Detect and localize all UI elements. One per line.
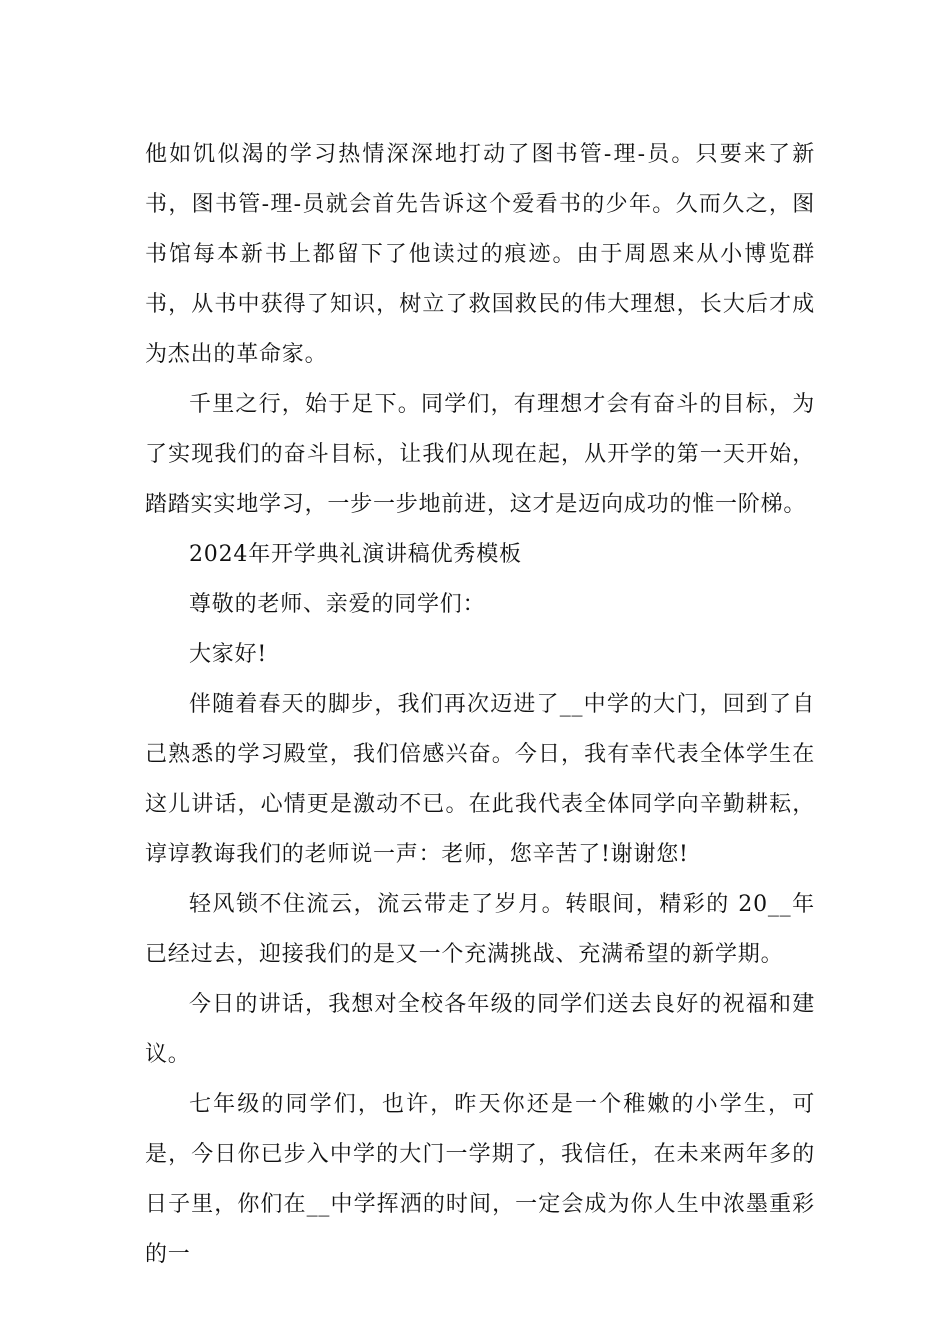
salutation: 尊敬的老师、亲爱的同学们： — [189, 592, 486, 617]
paragraph-6: 七年级的同学们，也许，昨天你还是一个稚嫩的小学生，可是，今日你已步入中学的大门一学期了，我信任，在未来两年多的日子里，你们在__中学挥洒的时间，一定会成为你人生中浓墨重彩的一 — [145, 1092, 815, 1267]
paragraph-5: 今日的讲话，我想对全校各年级的同学们送去良好的祝福和建议。 — [145, 992, 815, 1067]
greeting: 大家好! — [189, 642, 268, 667]
document-body — [145, 130, 815, 1280]
paragraph-2: 千里之行，始于足下。同学们，有理想才会有奋斗的目标，为了实现我们的奋斗目标，让我们从现在起，从开学的第一天开始，踏踏实实地学习，一步一步地前进，这才是迈向成功的惟一阶梯。 — [145, 392, 815, 517]
paragraph-3: 伴随着春天的脚步，我们再次迈进了__中学的大门，回到了自己熟悉的学习殿堂，我们倍感兴奋。今日，我有幸代表全体学生在这儿讲话，心情更是激动不已。在此我代表全体同学向辛勤耕耘，谆谆教诲我们的老师说一声：老师，您辛苦了!谢谢您! — [145, 692, 815, 867]
paragraph-1: 他如饥似渴的学习热情深深地打动了图书管-理-员。只要来了新书，图书管-理-员就会首先告诉这个爱看书的少年。久而久之，图书馆每本新书上都留下了他读过的痕迹。由于周恩来从小博览群书，从书中获得了知识，树立了救国救民的伟大理想，长大后才成为杰出的革命家。 — [145, 142, 815, 367]
section-title: 2024年开学典礼演讲稿优秀模板 — [189, 542, 522, 567]
paragraph-4: 轻风锁不住流云，流云带走了岁月。转眼间，精彩的 20__年已经过去，迎接我们的是又一个充满挑战、充满希望的新学期。 — [145, 892, 815, 967]
